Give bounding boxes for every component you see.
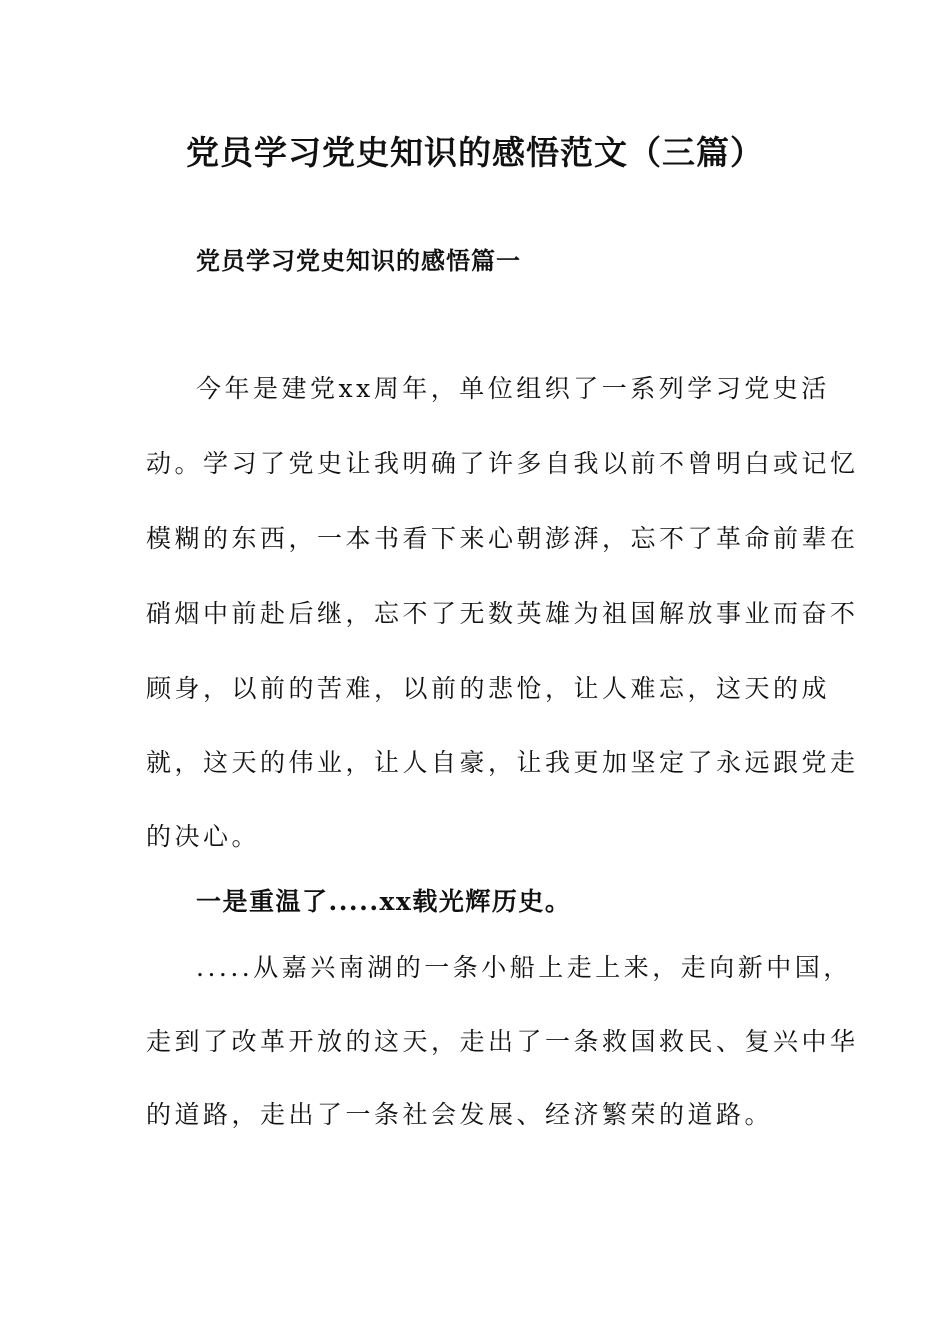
- paragraph-line: 的道路，走出了一条社会发展、经济繁荣的道路。: [146, 1100, 774, 1129]
- document-title: 党员学习党史知识的感悟范文（三篇）: [186, 133, 764, 172]
- section-heading: 党员学习党史知识的感悟篇一: [196, 246, 521, 275]
- point-heading: 一是重温了.....xx载光辉历史。: [196, 887, 572, 916]
- paragraph-line: 顾身，以前的苦难，以前的悲怆，让人难忘，这天的成: [146, 674, 831, 703]
- paragraph-line: 走到了改革开放的这天，走出了一条救国救民、复兴中华: [146, 1027, 859, 1056]
- paragraph-line: 的决心。: [146, 822, 261, 851]
- paragraph-line: 今年是建党xx周年，单位组织了一系列学习党史活: [196, 374, 830, 403]
- paragraph-line: 模糊的东西，一本书看下来心朝澎湃，忘不了革命前辈在: [146, 524, 859, 553]
- paragraph-line: 动。学习了党史让我明确了许多自我以前不曾明白或记忆: [146, 449, 859, 478]
- paragraph-line: 就，这天的伟业，让人自豪，让我更加坚定了永远跟党走: [146, 748, 859, 777]
- paragraph-line: 硝烟中前赴后继，忘不了无数英雄为祖国解放事业而奋不: [146, 599, 859, 628]
- paragraph-line: .....从嘉兴南湖的一条小船上走上来，走向新中国，: [196, 953, 852, 982]
